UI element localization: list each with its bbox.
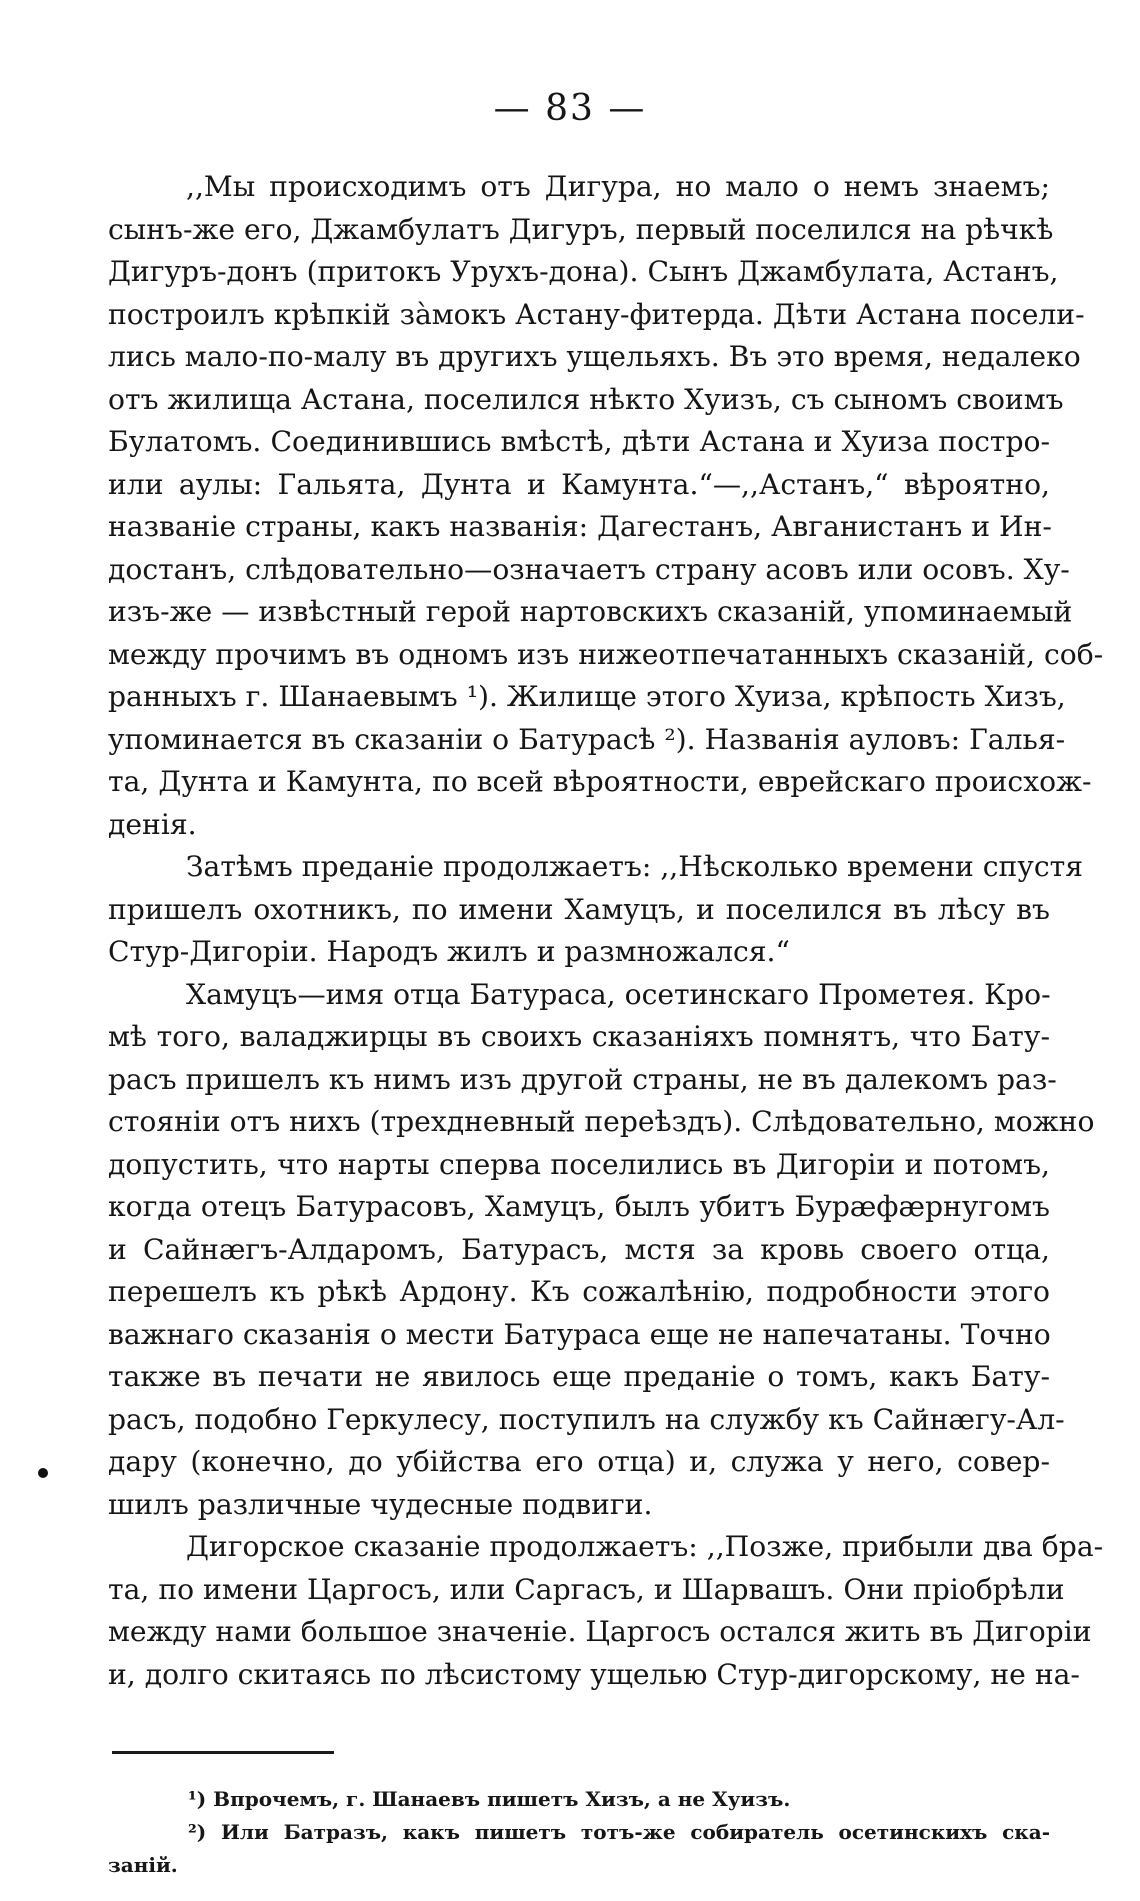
text-line: и Сайнæгъ-Алдаромъ, Батурасъ, мстя за кровь своего отца, [108, 1232, 1050, 1266]
text-line: или аулы: Гальята, Дунта и Камунта.“—,,Астанъ,“ вѣроятно, [108, 467, 1050, 501]
footnote-rule [112, 1751, 334, 1754]
text-line: допустить, что нарты сперва поселились въ Дигоріи и потомъ, [108, 1147, 1050, 1181]
text-line: та, Дунта и Камунта, по всей вѣроятности, еврейскаго происхож- [108, 765, 1092, 798]
footnote-line: ¹) Впрочемъ, г. Шанаевъ пишетъ Хизъ, а не Хуизъ. [188, 1787, 791, 1811]
text-line: мѣ того, валаджирцы въ своихъ сказаніяхъ помнятъ, что Бату- [108, 1020, 1050, 1053]
margin-dot [38, 1468, 48, 1478]
text-line: сынъ-же его, Джамбулатъ Дигуръ, первый поселился на рѣчкѣ [108, 212, 1054, 246]
body-text [108, 166, 1104, 1696]
text-line: ,,Мы происходимъ отъ Дигура, но мало о немъ знаемъ; [186, 170, 1050, 203]
text-line: перешелъ къ рѣкѣ Ардону. Къ сожалѣнію, подробности этого [108, 1275, 1050, 1308]
text-line: упоминается въ сказаніи о Батурасѣ ²). Названія ауловъ: Галья- [108, 722, 1066, 756]
footnotes [108, 1783, 1050, 1882]
text-line: Затѣмъ преданіе продолжаетъ: ,,Нѣсколько времени спустя [186, 850, 1084, 883]
text-line: Дигорское сказаніе продолжаетъ: ,,Позже, прибыли два бра- [186, 1530, 1104, 1563]
text-line: достанъ, слѣдовательно—означаетъ страну асовъ или осовъ. Ху- [108, 552, 1070, 586]
text-line: дару (конечно, до убійства его отца) и, служа у него, совер- [108, 1445, 1050, 1478]
text-line: денія. [108, 807, 197, 841]
text-line: изъ-же — извѣстный герой нартовскихъ сказаній, упоминаемый [108, 595, 1073, 628]
page-number: — 83 — [493, 88, 647, 129]
footnote-line: заній. [108, 1853, 178, 1877]
text-line: между нами большое значеніе. Царгосъ остался жить въ Дигоріи [108, 1615, 1092, 1648]
text-line: лись мало-по-малу въ другихъ ущельяхъ. Въ это время, недалеко [108, 340, 1081, 373]
text-line: расъ, подобно Геркулесу, поступилъ на службу къ Сайнæгу-Ал- [108, 1402, 1065, 1436]
text-line: стояніи отъ нихъ (трехдневный переѣздъ). Слѣдовательно, можно [108, 1105, 1095, 1138]
text-line: шилъ различные чудесные подвиги. [108, 1487, 653, 1521]
text-line: отъ жилища Астана, поселился нѣкто Хуизъ, съ сыномъ своимъ [108, 382, 1064, 416]
footnote-line: ²) Или Батразъ, какъ пишетъ тотъ-же собиратель осетинскихъ ска- [188, 1820, 1050, 1844]
text-line: Хамуцъ—имя отца Батураса, осетинскаго Прометея. Кро- [186, 977, 1051, 1011]
text-line: Дигуръ-донъ (притокъ Урухъ-дона). Сынъ Джамбулата, Астанъ, [108, 255, 1059, 288]
text-line: также въ печати не явилось еще преданіе о томъ, какъ Бату- [108, 1360, 1050, 1393]
text-line: ранныхъ г. Шанаевымъ ¹). Жилище этого Хуиза, крѣпость Хизъ, [108, 680, 1066, 713]
text-line: названіе страны, какъ названія: Дагестанъ, Авганистанъ и Ин- [108, 510, 1052, 543]
text-line: построилъ крѣпкій зàмокъ Астану-фитерда. Дѣти Астана посели- [108, 297, 1085, 331]
text-line: и, долго скитаясь по лѣсистому ущелью Стур-дигорскому, не на- [108, 1657, 1080, 1691]
text-line: Стур-Дигоріи. Народъ жилъ и размножался.“ [108, 935, 790, 968]
text-line: между прочимъ въ одномъ изъ нижеотпечатанныхъ сказаній, соб- [108, 637, 1104, 671]
text-line: Булатомъ. Соединившись вмѣстѣ, дѣти Астана и Хуиза постро- [108, 425, 1050, 458]
text-line: когда отецъ Батурасовъ, Хамуцъ, былъ убитъ Бурæфæрнугомъ [108, 1190, 1050, 1223]
text-line: важнаго сказанія о мести Батураса еще не напечатаны. Точно [108, 1317, 1051, 1351]
text-line: та, по имени Царгосъ, или Саргасъ, и Шарвашъ. Они пріобрѣли [108, 1572, 1065, 1606]
text-line: пришелъ охотникъ, по имени Хамуцъ, и поселился въ лѣсу въ [108, 892, 1050, 926]
text-line: расъ пришелъ къ нимъ изъ другой страны, не въ далекомъ раз- [108, 1062, 1057, 1096]
